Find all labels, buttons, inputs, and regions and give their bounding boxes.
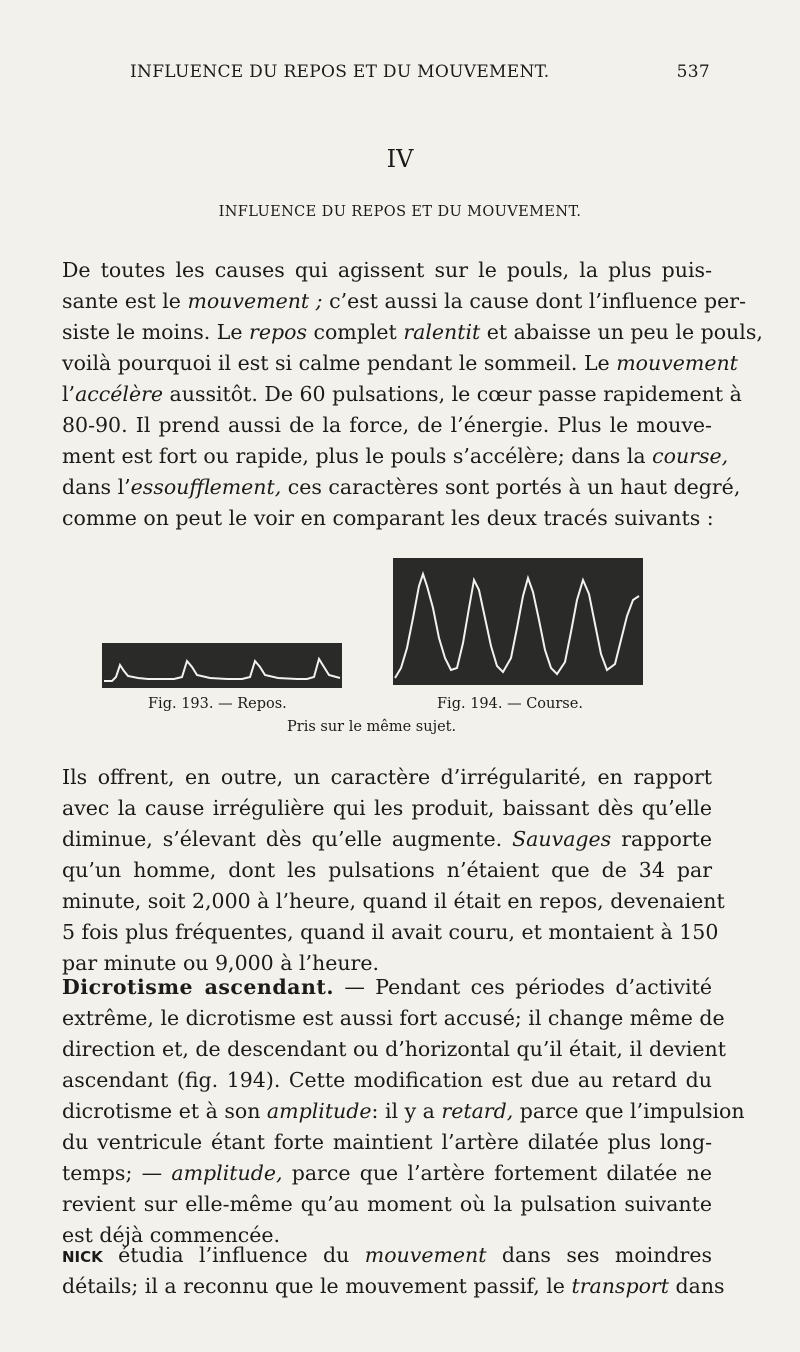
text-line: Ils offrent, en outre, un caractère d’irrégularité, en rapport [62,765,712,789]
text-line: voilà pourquoi il est si calme pendant le sommeil. Le mouvement [62,351,738,375]
text-line: sante est le mouvement ; c’est aussi la cause dont l’influence per- [62,289,746,313]
text-line: siste le moins. Le repos complet ralentit et abaisse un peu le pouls, [62,320,763,344]
text-line: par minute ou 9,000 à l’heure. [62,951,380,975]
author-name: NICK [62,1248,103,1266]
text-line: 5 fois plus fréquentes, quand il avait couru, et montaient à 150 [62,920,719,944]
figures-shared-caption: Pris sur le même sujet. [287,719,457,735]
pulse-tracing-course [393,558,643,685]
text-line: NICK étudia l’influence du mouvement dans ses moindres [62,1243,713,1267]
section-title: INFLUENCE DU REPOS ET DU MOUVEMENT. [218,204,582,220]
text-line: minute, soit 2,000 à l’heure, quand il était en repos, devenaient [62,889,725,913]
text-line: extrême, le dicrotisme est aussi fort accusé; il change même de [62,1006,725,1030]
subsection-heading: Dicrotisme ascendant. [62,975,334,999]
figure-194-pulse-tracing [393,558,643,685]
figure-194-caption: Fig. 194. — Course. [437,696,583,712]
text-line: dicrotisme et à son amplitude: il y a retard, parce que l’impulsion [62,1099,745,1123]
page-number: 537 [676,62,710,82]
figure-193-caption: Fig. 193. — Repos. [148,696,287,712]
text-line: ment est fort ou rapide, plus le pouls s’accélère; dans la course, [62,444,729,468]
running-title: INFLUENCE DU REPOS ET DU MOUVEMENT. [130,62,550,82]
text-line: temps; — amplitude, parce que l’artère fortement dilatée ne [62,1161,712,1185]
paragraph-1 [62,255,763,534]
text-line: dans l’essoufflement, ces caractères sont portés à un haut degré, [62,475,741,499]
text-line: comme on peut le voir en comparant les deux tracés suivants : [62,506,714,530]
paragraph-3 [62,972,745,1251]
pulse-tracing-rest [102,643,342,688]
text-line: est déjà commencée. [62,1223,281,1247]
section-number: IV [386,145,414,173]
text-line: ascendant (fig. 194). Cette modification est due au retard du [62,1068,712,1092]
text-line: avec la cause irrégulière qui les produit, baissant dès qu’elle [62,796,712,820]
text-line: revient sur elle-même qu’au moment où la pulsation suivante [62,1192,712,1216]
text-line: Dicrotisme ascendant. — Pendant ces périodes d’activité [62,975,712,999]
text-line: direction et, de descendant ou d’horizontal qu’il était, il devient [62,1037,726,1061]
text-line: détails; il a reconnu que le mouvement passif, le transport dans [62,1274,725,1298]
text-line: qu’un homme, dont les pulsations n’étaient que de 34 par [62,858,712,882]
text-line: du ventricule étant forte maintient l’artère dilatée plus long- [62,1130,712,1154]
text-line: De toutes les causes qui agissent sur le pouls, la plus puis- [62,258,712,282]
paragraph-2 [62,762,725,979]
text-line: l’accélère aussitôt. De 60 pulsations, le cœur passe rapidement à [62,382,742,406]
paragraph-4 [62,1240,725,1302]
text-line: diminue, s’élevant dès qu’elle augmente. Sauvages rapporte [62,827,712,851]
figure-193-pulse-tracing [102,643,342,688]
text-line: 80-90. Il prend aussi de la force, de l’énergie. Plus le mouve- [62,413,712,437]
